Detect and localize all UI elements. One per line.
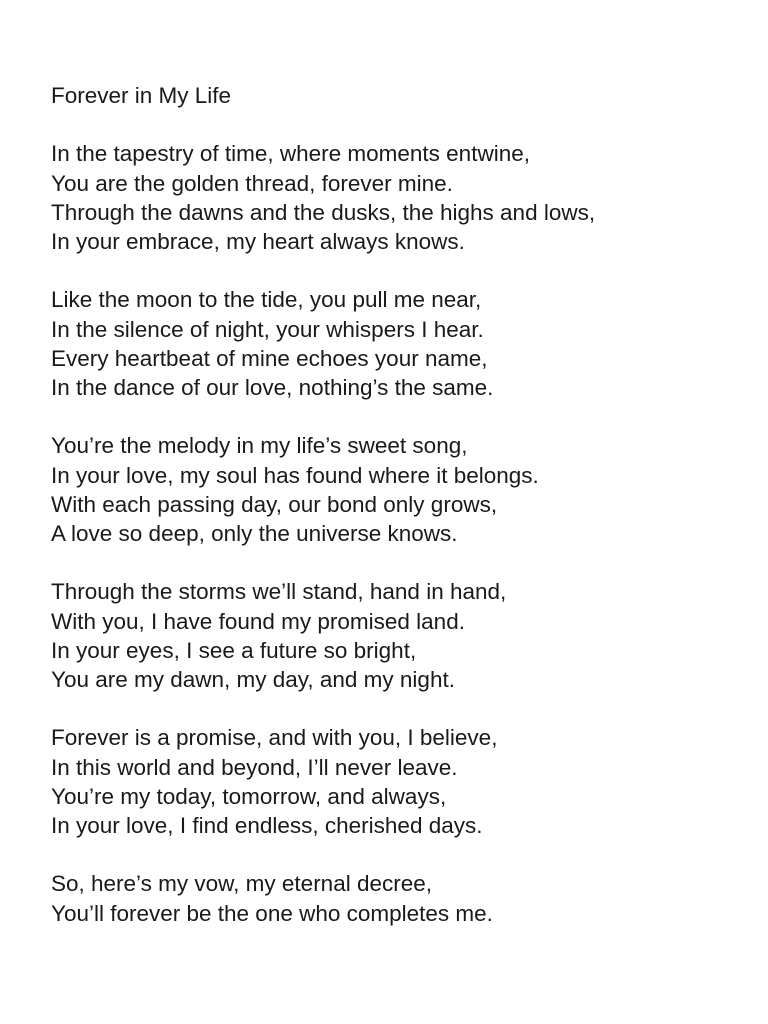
- poem-line: In your love, my soul has found where it belongs.: [51, 462, 539, 488]
- poem-line: You’re the melody in my life’s sweet song,: [51, 433, 468, 459]
- poem-line: You are my dawn, my day, and my night.: [51, 667, 455, 692]
- poem-line: In the dance of our love, nothing’s the same.: [51, 375, 494, 400]
- poem-line: In your embrace, my heart always knows.: [51, 229, 465, 254]
- poem-line: Every heartbeat of mine echoes your name,: [51, 345, 488, 371]
- poem-line: So, here’s my vow, my eternal decree,: [51, 871, 433, 897]
- poem-line: Through the storms we’ll stand, hand in hand,: [51, 579, 507, 605]
- poem-line: In the silence of night, your whispers I hear.: [51, 316, 484, 342]
- poem-title: Forever in My Life: [51, 83, 232, 108]
- poem-line: Forever is a promise, and with you, I believe,: [51, 725, 498, 751]
- poem-line: In your eyes, I see a future so bright,: [51, 637, 417, 663]
- poem-line: You’re my today, tomorrow, and always,: [51, 783, 447, 809]
- stanza-4: [51, 577, 756, 694]
- poem-line: In your love, I find endless, cherished days.: [51, 813, 483, 838]
- poem-line: With you, I have found my promised land.: [51, 608, 465, 634]
- stanza-2: [51, 285, 756, 402]
- poem-line: Through the dawns and the dusks, the highs and lows,: [51, 199, 596, 225]
- poem-line: You’ll forever be the one who completes me.: [51, 900, 493, 926]
- poem-line: Like the moon to the tide, you pull me near,: [51, 287, 482, 313]
- poem-line: In the tapestry of time, where moments entwine,: [51, 141, 530, 167]
- poem-line: With each passing day, our bond only grows,: [51, 491, 498, 517]
- stanza-1: [51, 139, 756, 256]
- poem-line: A love so deep, only the universe knows.: [51, 521, 458, 546]
- poem-page: [51, 81, 756, 928]
- stanza-3: [51, 431, 756, 548]
- stanza-6: [51, 869, 756, 927]
- poem-line: In this world and beyond, I’ll never leave.: [51, 754, 458, 780]
- stanza-5: [51, 723, 756, 840]
- poem-line: You are the golden thread, forever mine.: [51, 170, 453, 196]
